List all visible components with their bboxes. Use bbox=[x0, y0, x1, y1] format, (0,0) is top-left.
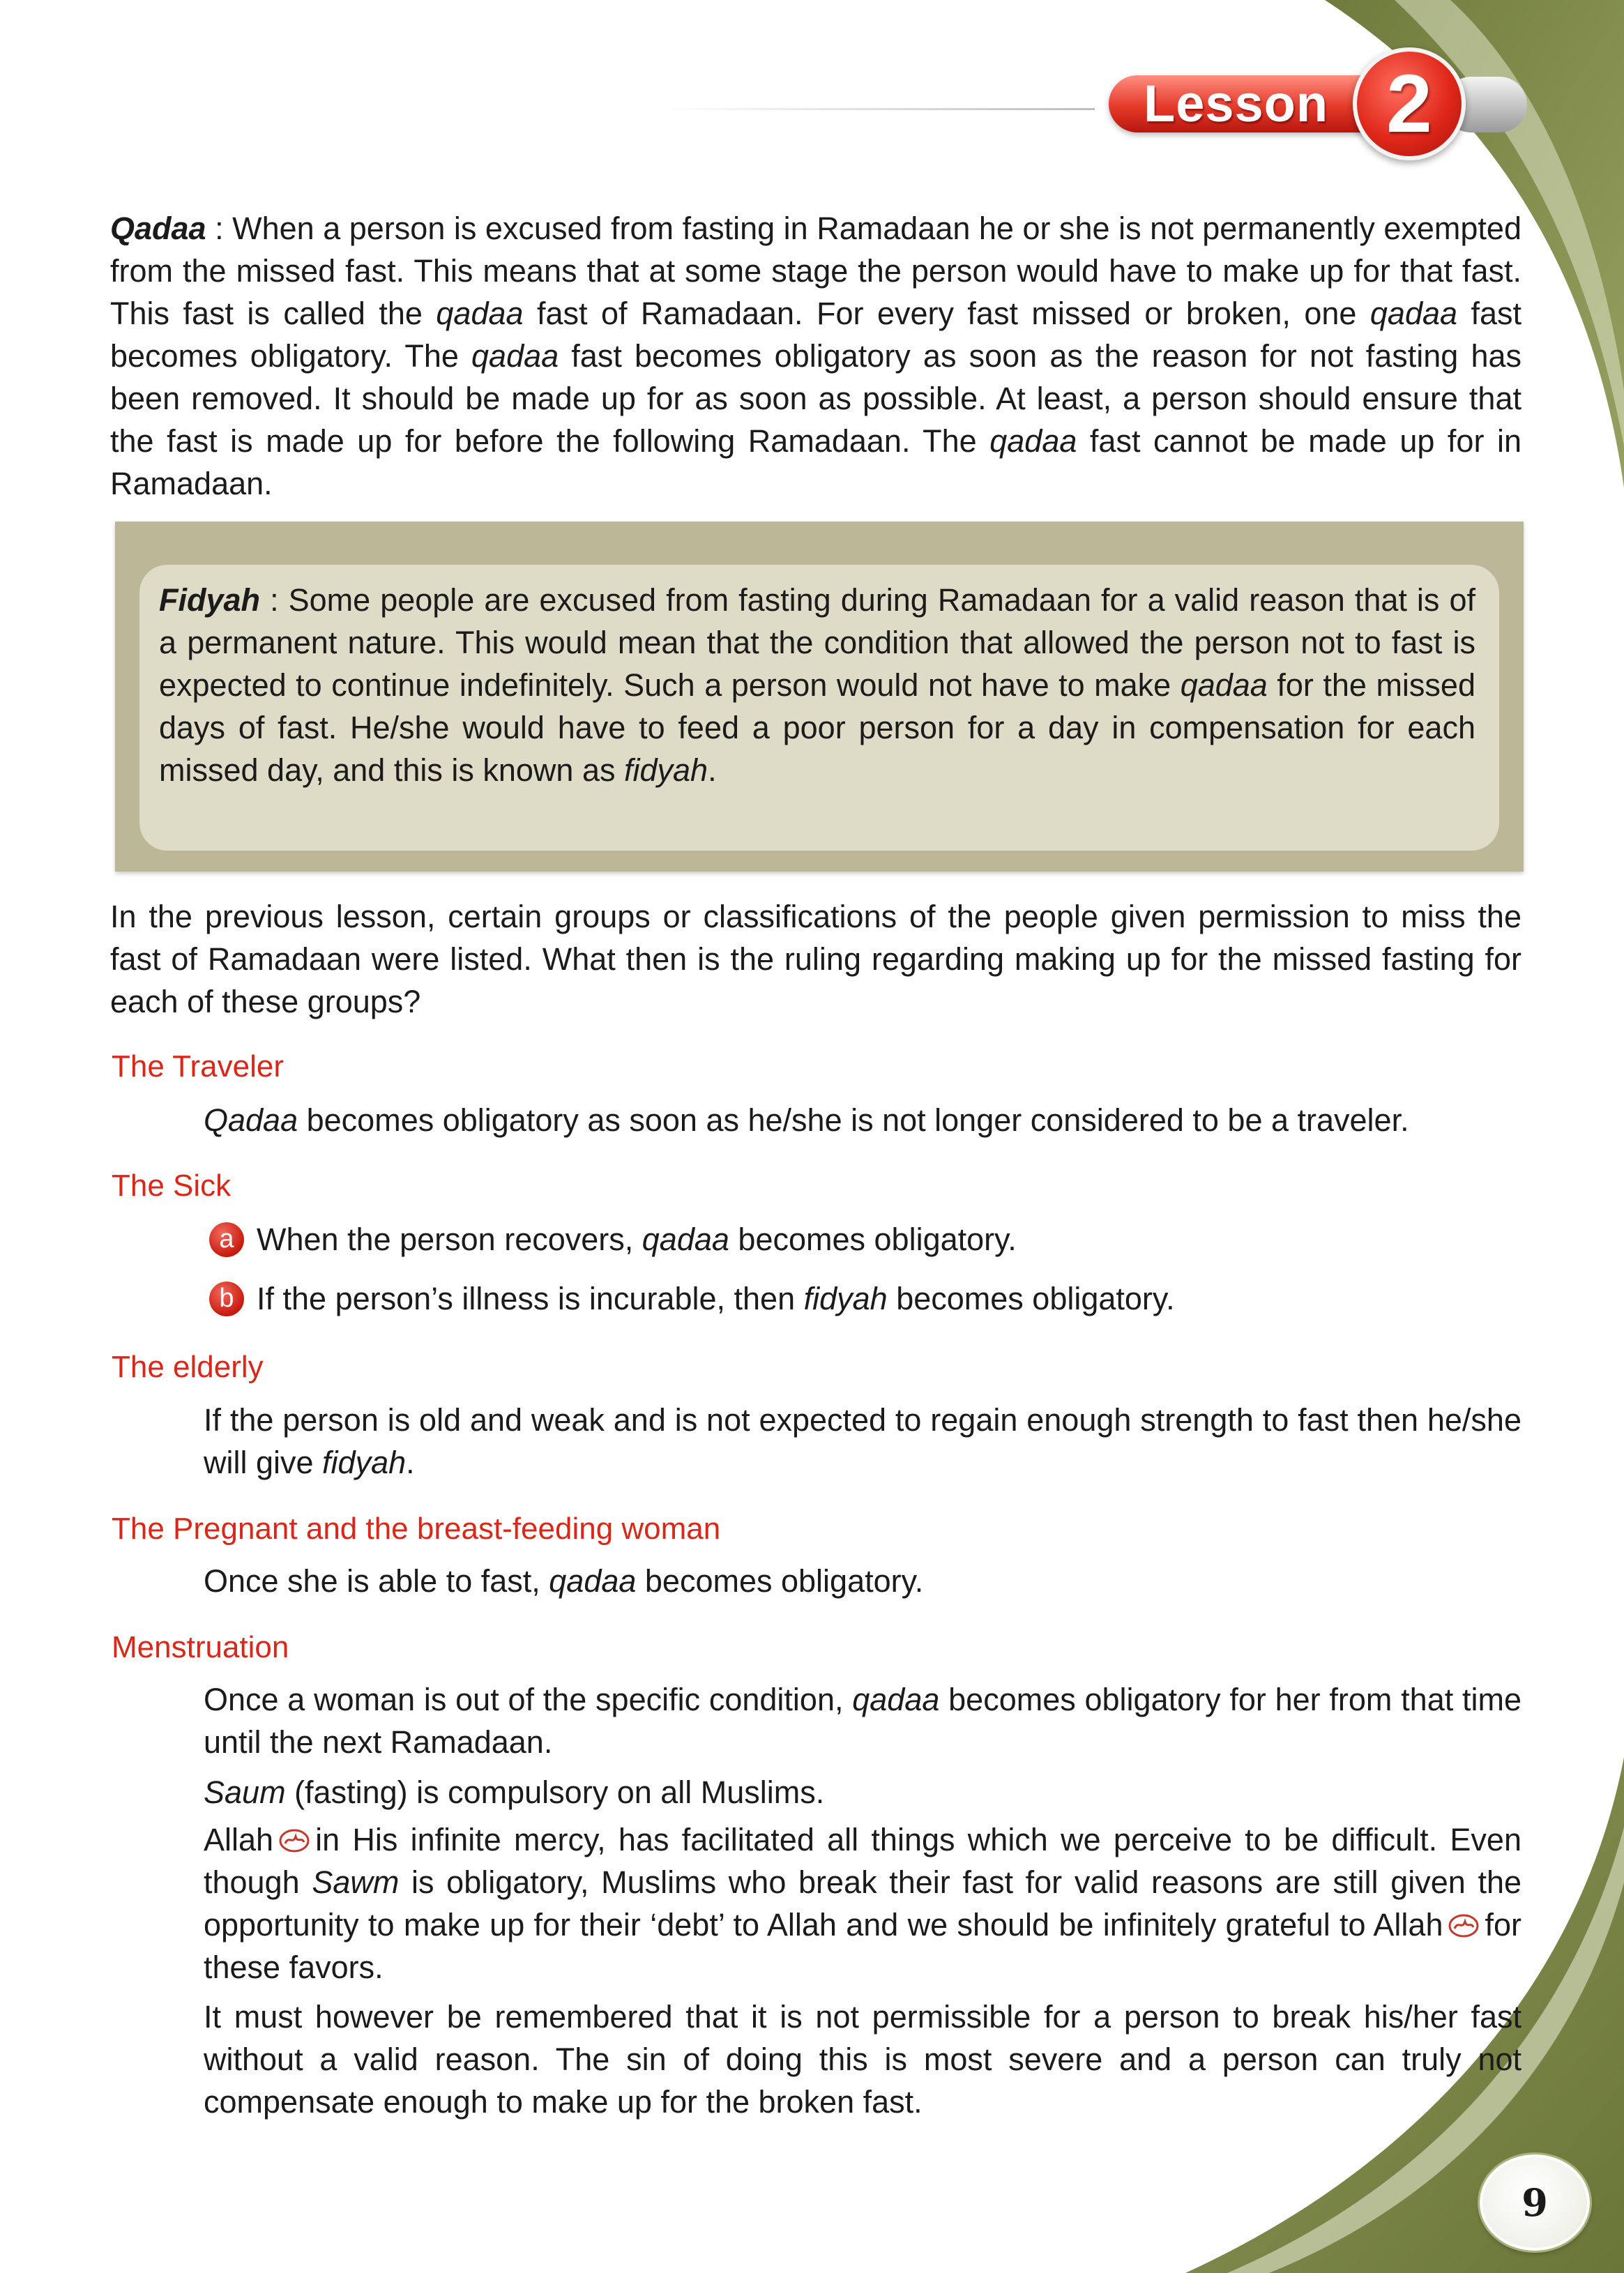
bullet-b-marker: b bbox=[209, 1282, 244, 1316]
honorific-glyph-icon bbox=[279, 1828, 310, 1853]
menstruation-paragraph: Once a woman is out of the specific condition, qadaa becomes obligatory for her from that time until the next Ramadaan. bbox=[204, 1682, 1521, 1760]
saum-paragraph: Saum (fasting) is compulsory on all Muslims. bbox=[204, 1774, 825, 1810]
header-rule bbox=[662, 108, 1095, 110]
sick-item-a-text: When the person recovers, qadaa becomes obligatory. bbox=[257, 1222, 1017, 1257]
heading-sick: The Sick bbox=[112, 1169, 232, 1203]
sick-item-b-text: If the person’s illness is incurable, then fidyah becomes obligatory. bbox=[257, 1281, 1175, 1316]
fidyah-paragraph: Fidyah : Some people are excused from fasting during Ramadaan for a valid reason that is of a permanent nature. This would mean that the condition that allowed the person not to fast is expected to continue indefinitely. Such a person would not have to make qadaa for the missed days of fast. He/she would have to feed a poor person for a day in compensation for each missed day, and this is known as fidyah. bbox=[159, 582, 1475, 788]
heading-traveler: The Traveler bbox=[112, 1049, 284, 1084]
elderly-paragraph: If the person is old and weak and is not expected to regain enough strength to fast then he/she will give fidyah. bbox=[204, 1402, 1521, 1480]
pregnant-paragraph: Once she is able to fast, qadaa becomes obligatory. bbox=[204, 1563, 924, 1599]
page-number: 9 bbox=[1521, 2180, 1548, 2225]
closing-paragraph: It must however be remembered that it is not permissible for a person to break his/her fast without a valid reason. The sin of doing this is most severe and a person can truly not compensate enough to make up for the broken fast. bbox=[204, 1999, 1521, 2120]
traveler-paragraph: Qadaa becomes obligatory as soon as he/she is not longer considered to be a traveler. bbox=[204, 1102, 1409, 1138]
fidyah-term: Fidyah bbox=[159, 582, 261, 618]
honorific-glyph-icon bbox=[1448, 1913, 1479, 1938]
lesson-label: Lesson bbox=[1144, 75, 1329, 132]
bullet-a-marker: a bbox=[209, 1222, 244, 1257]
qadaa-term: Qadaa bbox=[110, 211, 206, 246]
lesson-number: 2 bbox=[1386, 58, 1432, 150]
heading-pregnant: The Pregnant and the breast-feeding woman bbox=[112, 1512, 721, 1546]
allah-mercy-paragraph: Allah in His infinite mercy, has facilitated all things which we perceive to be difficult. Even though Sawm is obligatory, Muslims who break their fast for valid reasons are still given the opportunity to make up for their ‘debt’ to Allah and we should be infinitely grateful to Allah for these favors. bbox=[204, 1822, 1521, 1985]
heading-menstruation: Menstruation bbox=[112, 1630, 289, 1664]
heading-elderly: The elderly bbox=[112, 1350, 264, 1384]
intro-paragraph: In the previous lesson, certain groups or classifications of the people given permission to miss the fast of Ramadaan were listed. What then is the ruling regarding making up for the missed fasting for each of these groups? bbox=[110, 899, 1521, 1019]
qadaa-paragraph: Qadaa : When a person is excused from fasting in Ramadaan he or she is not permanently exempted from the missed fast. This means that at some stage the person would have to make up for that fast. This fast is called the qadaa fast of Ramadaan. For every fast missed or broken, one qadaa fast becomes obligatory. The qadaa fast becomes obligatory as soon as the reason for not fasting has been removed. It should be made up for as soon as possible. At least, a person should ensure that the fast is made up for before the following Ramadaan. The qadaa fast cannot be made up for in Ramadaan. bbox=[110, 211, 1522, 501]
